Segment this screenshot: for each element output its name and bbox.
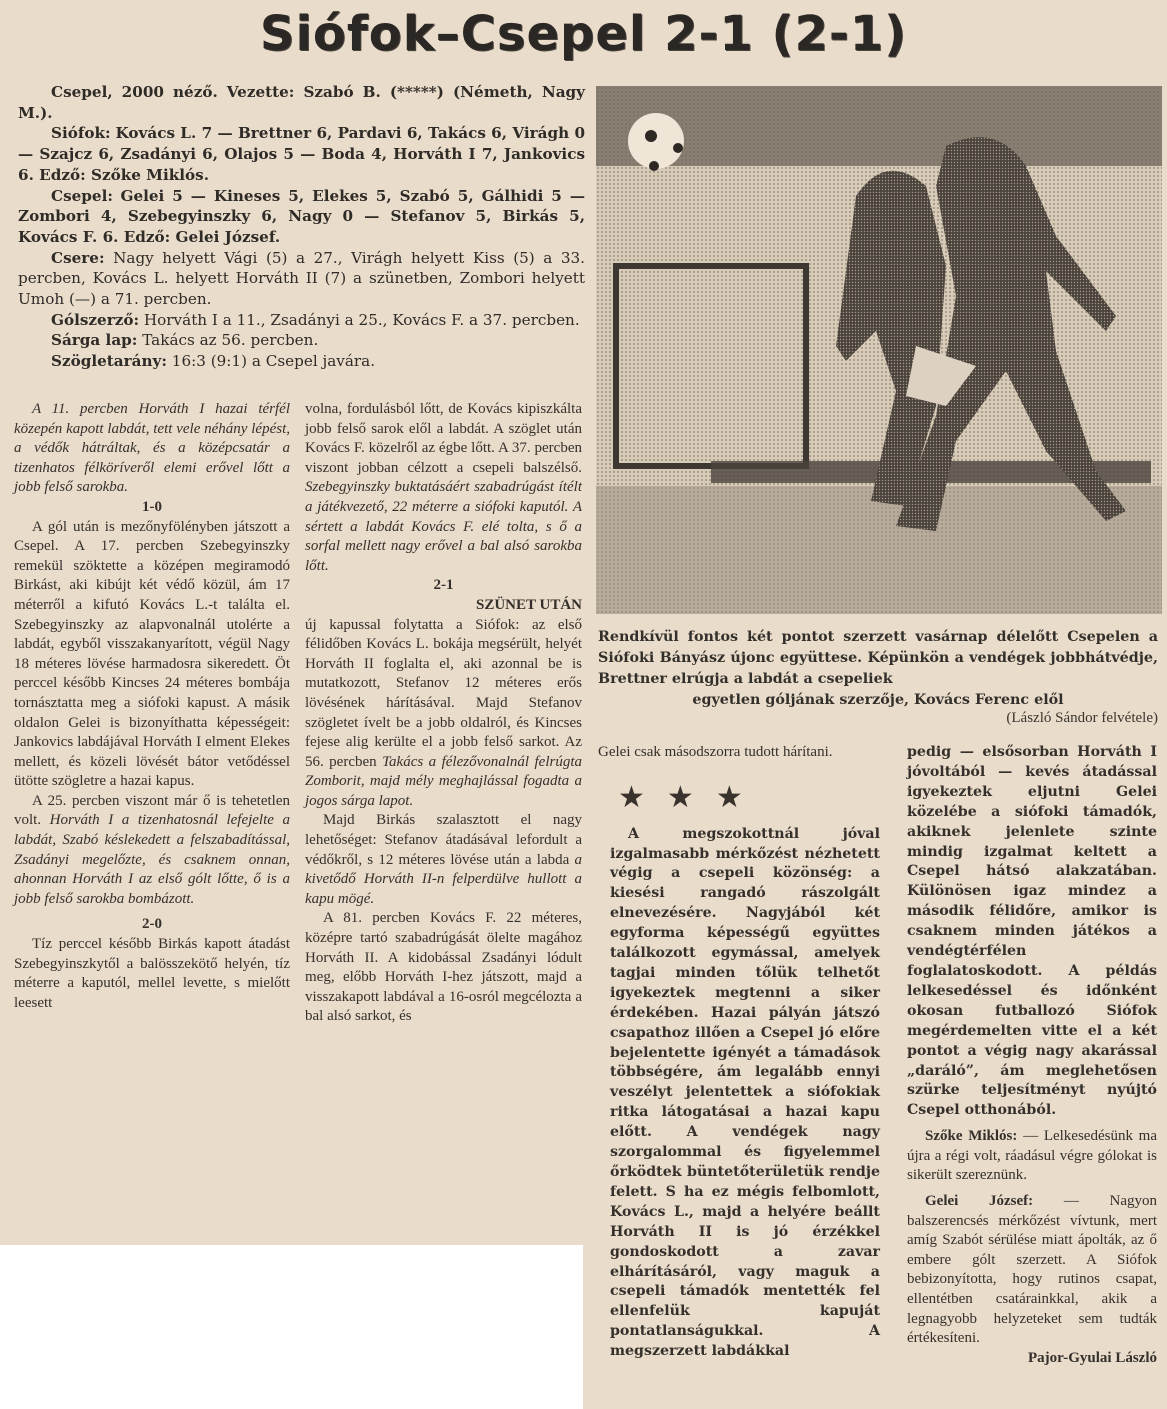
paragraph: volna, fordulásból lőtt, de Kovács kipiszkálta jobb felső sarok elől a labdát. A szöglet után Kovács F. közelről az égbe lőtt. A 37. percben viszont jobban célzott a csepeli balszélső. Szebegyinszky buktatásáért szabadrúgást ítélt a játékvezető, 22 méterre a siófoki kaputól. A sértett a labdát Kovács F. elé tolta, s ő a sorfal mellett nagy erővel a bal alsó sarokba lőtt. xyxy=(305,401,582,574)
paragraph: Majd Birkás szalasztott el nagy lehetőséget: Stefanov átadásával lefordult a védőkről, s 12 méteres lövése után a labda a kivetődő Horváth II-n felperdülve hullott a kapu mögé. xyxy=(305,812,582,907)
corner-ratio: Szögletarány: 16:3 (9:1) a Csepel javára. xyxy=(51,352,376,371)
paragraph: Tíz perccel később Birkás kapott átadást Szebegyinszkytől a balösszekötő helyén, tíz méterre a kaputól, mellel levette, s mielőtt leesett xyxy=(14,936,290,1011)
substitutions: Csere: Nagy helyett Vági (5) a 27., Virágh helyett Kiss (5) a 33. percben, Kovács L. helyett Horváth II (7) a szünetben, Zombori helyett Umoh (—) a 71. percben. xyxy=(18,248,585,309)
score-heading: 1-0 xyxy=(142,498,162,515)
quote-szoke: Szőke Miklós: — Lelkesedésünk ma újra a régi volt, ráadásul végre gólokat is sikerült szereznünk. xyxy=(907,1128,1157,1184)
article-column-2 xyxy=(305,400,582,1027)
photo-caption: Rendkívül fontos két pontot szerzett vasárnap délelőtt Csepelen a Siófoki Bányász újonc együttese. Képünkön a vendégek jobbhátvédje, Brettner elrúgja a labdát a csepeliek egyetlen góljának szerzője, Kovács Ferenc elől xyxy=(598,629,1158,708)
article-column-3 xyxy=(598,743,880,1362)
article-column-1 xyxy=(14,400,290,1013)
match-facts xyxy=(18,82,585,372)
star-icon: ★ xyxy=(715,780,743,814)
headline: Siófok–Csepel 2-1 (2-1) xyxy=(259,6,908,62)
photo-image xyxy=(596,86,1162,614)
section-title: SZÜNET UTÁN xyxy=(475,596,582,613)
paragraph: Gelei csak másodszorra tudott hárítani. xyxy=(598,744,833,760)
star-icon: ★ xyxy=(666,780,694,814)
csepel-lineup: Csepel: Gelei 5 — Kineses 5, Elekes 5, Szabó 5, Gálhidi 5 — Zombori 4, Szebegyinszky 6, Nagy 0 — Stefanov 5, Birkás 5, Kovács F. 6. Edző: Gelei József. xyxy=(18,186,586,246)
siofok-lineup: Siófok: Kovács L. 7 — Brettner 6, Pardavi 6, Takács 6, Virágh 0 — Szajcz 6, Zsadányi 6, Olajos 5 — Boda 4, Horváth I 7, Jankovics 6. Edző: Szőke Miklós. xyxy=(18,124,586,184)
paragraph: A 11. percben Horváth I hazai térfél közepén kapott labdát, tett vele néhány lépést, a védők hátráltak, és a középcsatár a tizenhatos félköríveről elemi erővel lőtt a jobb felső sarokba. xyxy=(14,401,290,496)
author-signature: Pajor-Gyulai László xyxy=(1027,1349,1157,1366)
paragraph: A 25. percben viszont már ő is tehetetlen volt. Horváth I a tizenhatosnál lefejelte a labdát, Szabó késlekedett a felszabadítással, Zsadányi megelőzte, és csaknem onnan, ahonnan Horváth I az első gólt lőtte, ő is a jobb felső sarokba bombázott. xyxy=(14,792,290,907)
paragraph: A megszokottnál jóval izgalmasabb mérkőzést nézhetett végig a csepeli közönség: a kiesési rangadó rászolgált elnevezésére. Nagyjából két egyforma képességű együttes találkozott egymással, amelyek tagjai minden tőlük telhetőt igyekeztek megtenni a siker érdekében. Hazai pályán játszó csapathoz illően a Csepel jó előre bejelentette igényét a támadások többségére, ám legalább ennyi veszélyt jelentettek a siófokiak ritka látogatásai a hazai kapu előtt. A vendégek nagy szorgalommal és figyelemmel őrködtek büntetőterületük rendje felett. S ha ez mégis felbomlott, Kovács L., majd a helyére beállt Horváth II is jó érzékkel gondoskodott a zavar elhárításáról, vagy maguk a csepeli támadók mentették fel ellenfelük kapuját pontatlanságukkal. A megszerzett labdákkal xyxy=(610,825,880,1360)
score-heading: 2-0 xyxy=(142,916,162,933)
paragraph: új kapussal folytatta a Siófok: az első félidőben Kovács L. bokája megsérült, helyét Horváth II foglalta el, aki azonnal be is mutatkozott, Stefanov 12 méteres erős lövésének hárításával. Majd Stefanov szögletet ívelt be a jobb oldalról, és Kincses fejese alig kerülte el a jobb felső sarkot. Az 56. percben Takács a félezővonalnál felrúgta Zomborit, majd mély meghajlással fogadta a jogos sárga lapot. xyxy=(305,616,582,809)
star-icon: ★ xyxy=(618,780,645,814)
photo-credit: (László Sándor felvétele) xyxy=(1006,710,1158,726)
paragraph: A 81. percben Kovács F. 22 méteres, középre tartó szabadrúgását ölelte magához Horváth II. A kidobással Zsadányi lódult meg, előbb Horváth I-hez játszott, majd a visszakapott labdával a 16-osról megcélozta a bal alsó sarkot, és xyxy=(305,910,582,1025)
venue-line: Csepel, 2000 néző. Vezette: Szabó B. (*****) (Németh, Nagy M.). xyxy=(18,83,585,122)
score-heading: 2-1 xyxy=(433,577,454,594)
yellow-card: Sárga lap: Takács az 56. percben. xyxy=(51,331,319,350)
paragraph: A gól után is mezőnyfölényben játszott a Csepel. A 17. percben Szebegyinszky remekül szöktette a középen megiramodó Birkást, aki kibújt két védő közül, ám 17 méterről a kifutó Kovács L.-t találta el. Szebegyinszky az alapvonalnál utolérte a labdát, egyből visszakanyarított, végül Nagy 18 méteres lövése harmadosra sikeredett. Öt perccel később Kincses 24 méteres bombája tornásztatta meg a siófoki kapust. A másik oldalon Gelei is bizonyíthatta képességeit: Jankovics labdájával Horváth I elment Elekes mellett, és közeli lövését bátor vetődéssel ütötte szögletre a hazai kapus. xyxy=(14,518,290,790)
article-column-4 xyxy=(907,743,1157,1368)
quote-gelei: Gelei József: — Nagyon balszerencsés mérkőzést vívtunk, mert amíg Szabót sérülése miatt ápolták, az ő embere gólt szerzett. A Siófok bebizonyította, hogy rutinos csapat, ellentétben csatárainkkal, akik a legnagyobb helyzeteket sem tudták értékesíteni. xyxy=(907,1193,1157,1347)
paragraph: pedig — elsősorban Horváth I jóvoltából — kevés átadással igyekeztek eljutni Gelei közelébe a siófoki támadók, akiknek jelenlete szinte mindig izgalmat keltett a Csepel hátsó alakzatában. Különösen igaz mindez a második félidőre, amikor is csaknem minden játékos a vendégtérfélen foglalatoskodott. A példás lelkesedéssel és időnként okosan futballozó Siófok megérdemelten vitte el a két pontot a végig nagy akarással „daráló”, ám meglehetősen szürke teljesítményt nyújtó Csepel otthonából. xyxy=(907,744,1157,1119)
football-match-photo xyxy=(596,86,1162,614)
section-divider-stars xyxy=(618,780,880,814)
goal-scorers: Gólszerző: Horváth I a 11., Zsadányi a 25., Kovács F. a 37. percben. xyxy=(51,310,580,329)
